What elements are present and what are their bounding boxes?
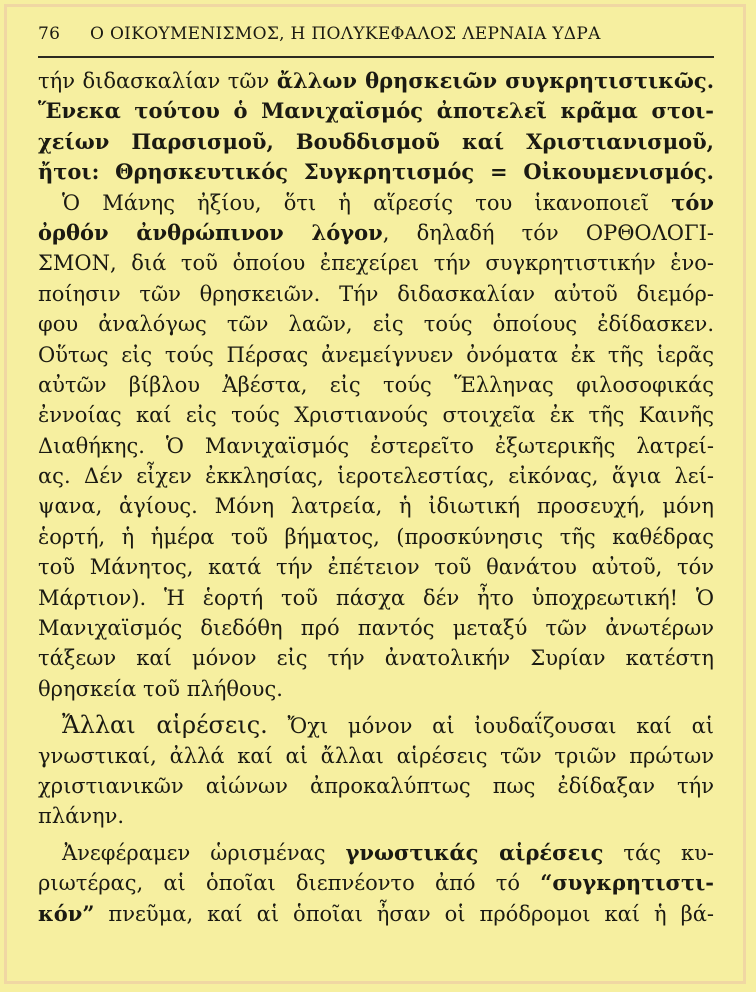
running-title: Ο ΟΙΚΟΥΜΕΝΙΣΜΟΣ, Η ΠΟΛΥΚΕΦΑΛΟΣ ΛΕΡΝΑΙΑ ΥΔΡΑ <box>90 24 601 44</box>
text-line: θρησκεία τοῦ πλήθους. <box>38 676 283 701</box>
text-line: Ὁ Μάνης ἠξίου, ὅτι ἡ αἵρεσίς του ἱκανοποιεῖ τόν <box>62 189 714 215</box>
text-line: ἐννοίας καί εἰς τούς Χριστιανούς στοιχεῖα ἐκ τῆς Καινῆς <box>38 403 714 428</box>
body-text <box>38 66 714 929</box>
text-line: τήν διδασκαλίαν τῶν ἄλλων θρησκειῶν συγκρητιστικῶς. <box>38 68 715 93</box>
header-rule <box>38 56 714 58</box>
text-line: χριστιανικῶν αἰώνων ἀπροκαλύπτως πως ἐδίδαξαν τήν <box>38 773 714 798</box>
text-line: ας. Δέν εἶχεν ἐκκλησίας, ἱεροτελεστίας, εἰκόνας, ἅγια λεί- <box>38 464 714 489</box>
text-line: χείων Παρσισμοῦ, Βουδδισμοῦ καί Χριστιανισμοῦ, <box>38 128 714 154</box>
text-line: τοῦ Μάνητος, κατά τήν ἐπέτειον τοῦ θανάτου αὐτοῦ, τόν <box>38 555 714 580</box>
text-line: ψανα, ἁγίους. Μόνη λατρεία, ἡ ἰδιωτική προσευχή, μόνη <box>38 494 714 519</box>
text-line: κόν” πνεῦμα, καί αἱ ὁποῖαι ἦσαν οἱ πρόδρομοι καί ἡ βά- <box>38 900 714 926</box>
text-line: Ἀνεφέραμεν ὡρισμένας γνωστικάς αἱρέσεις τάς κυ- <box>62 839 714 865</box>
page-number: 76 <box>38 24 61 44</box>
text-line: ριωτέρας, αἱ ὁποῖαι διεπνέοντο ἀπό τό “συγκρητιστι- <box>38 870 714 896</box>
text-line: Οὕτως εἰς τούς Πέρσας ἀνεμείγνυεν ὀνόματα ἐκ τῆς ἱερᾶς <box>38 342 714 367</box>
text-line: πλάνην. <box>38 804 125 829</box>
text-line: γνωστικαί, ἀλλά καί αἱ ἄλλαι αἱρέσεις τῶν τριῶν πρώτων <box>38 743 714 768</box>
text-line: ἑορτή, ἡ ἡμέρα τοῦ βήματος, (προσκύνησις τῆς καθέδρας <box>38 524 714 549</box>
text-line: ἤτοι: Θρησκευτικός Συγκρητισμός = Οἰκουμενισμός. <box>38 159 714 185</box>
text-line: αὐτῶν βίβλου Ἀβέστα, εἰς τούς Ἕλληνας φιλοσοφικάς <box>38 372 714 397</box>
text-line: Ἄλλαι αἱρέσεις. Ὄχι μόνον αἱ ἰουδαΐζουσαι καί αἱ <box>62 711 714 740</box>
text-line: ΣΜΟΝ, διά τοῦ ὁποίου ἐπεχείρει τήν συγκρητιστικήν ἑνο- <box>38 251 714 276</box>
page-header <box>38 24 718 50</box>
text-line: Διαθήκης. Ὁ Μανιχαϊσμός ἐστερεῖτο ἐξωτερικῆς λατρεί- <box>38 433 714 458</box>
text-line: φου ἀναλόγως τῶν λαῶν, εἰς τούς ὁποίους ἐδίδασκεν. <box>38 312 714 337</box>
text-line: Μανιχαϊσμός διεδόθη πρό παντός μεταξύ τῶν ἀνωτέρων <box>38 616 714 641</box>
text-line: Μάρτιον). Ἡ ἑορτή τοῦ πάσχα δέν ἦτο ὑποχρεωτική! Ὁ <box>38 585 714 610</box>
text-line: ὀρθόν ἀνθρώπινον λόγον, δηλαδή τόν ΟΡΘΟΛΟΓΙ- <box>38 219 714 245</box>
text-line: τάξεων καί μόνον εἰς τήν ἀνατολικήν Συρίαν κατέστη <box>38 646 714 671</box>
section-heading: Ἄλλαι αἱρέσεις. <box>62 711 268 740</box>
text-line: Ἕνεκα τούτου ὁ Μανιχαϊσμός ἀποτελεῖ κρᾶμα στοι- <box>38 98 714 124</box>
text-line: ποίησιν τῶν θρησκειῶν. Τήν διδασκαλίαν αὐτοῦ διεμόρ- <box>38 281 714 306</box>
